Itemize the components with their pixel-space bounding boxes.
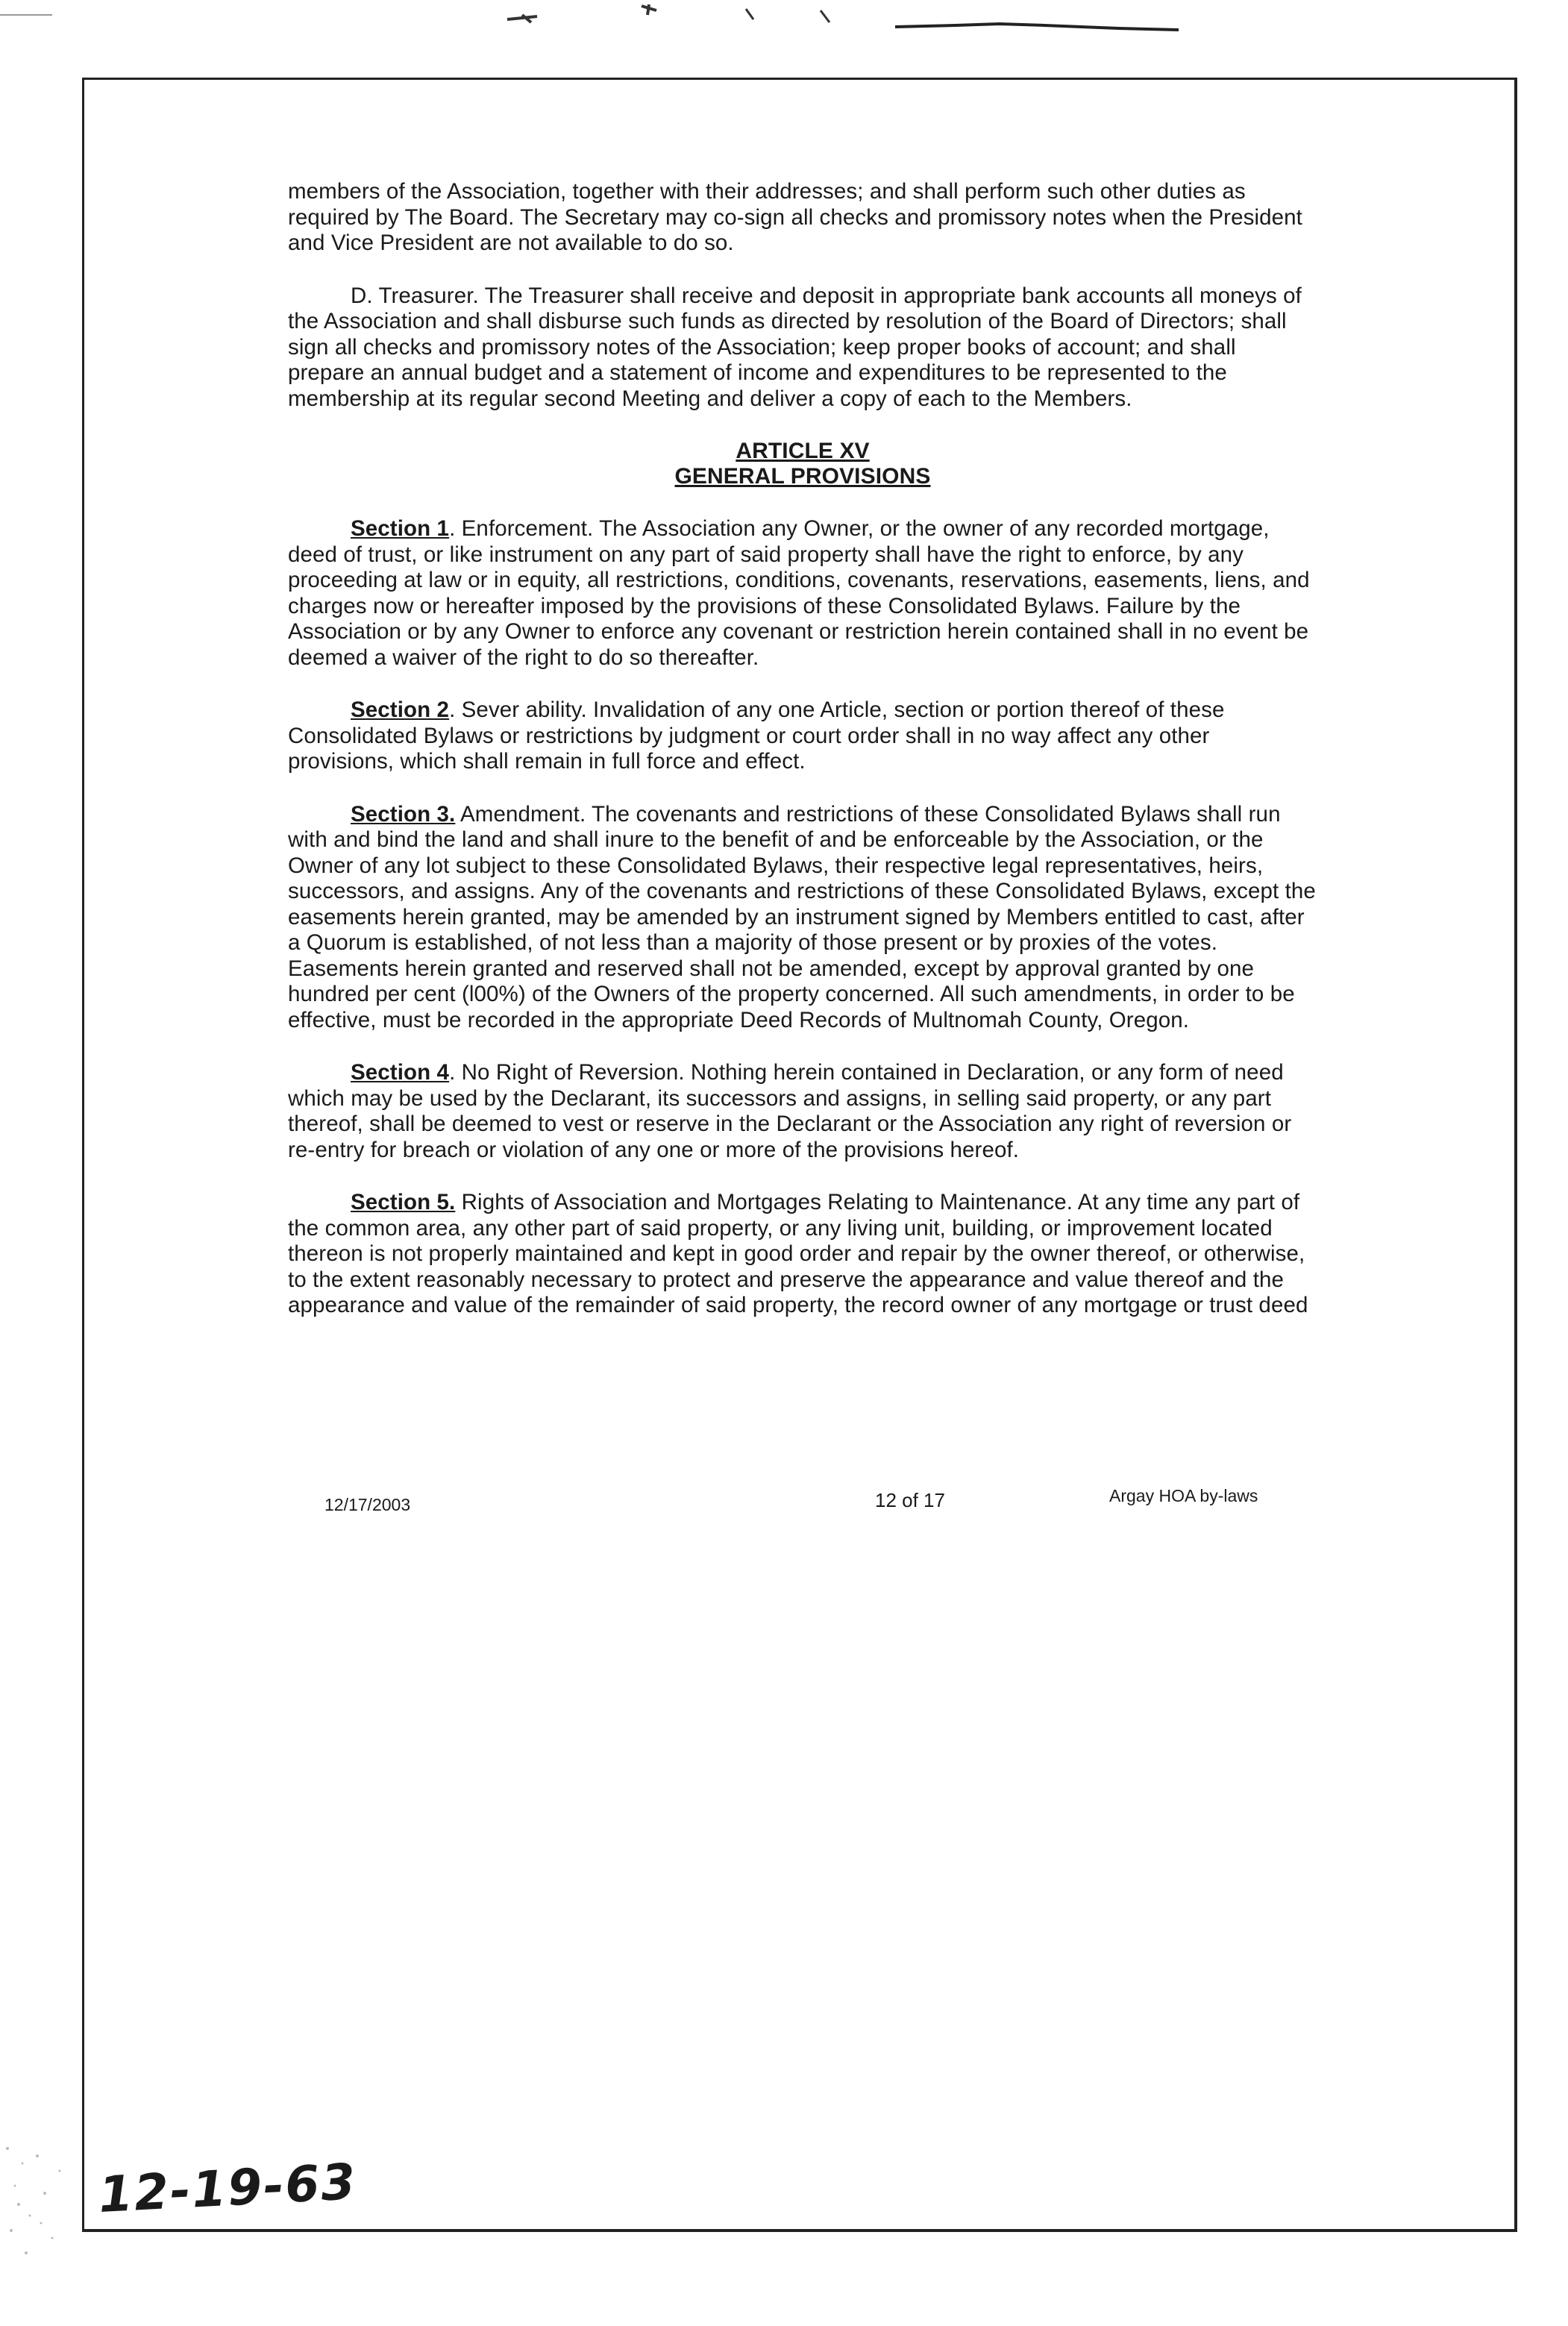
section-5	[288, 1190, 1317, 1319]
page-footer	[324, 1486, 1272, 1522]
section-4-text: No Right of Reversion. Nothing herein contained in Declaration, or any form of need which may be used by the Declarant, its successors and assigns, in selling said property, or any part thereof, shall be deemed to vest or reserve in the Declarant or the Association any right of reversion or re-entry for breach or violation of any one or more of the provisions hereof.	[288, 1060, 1292, 1162]
section-4	[288, 1060, 1317, 1163]
section-1-label: Section 1	[351, 516, 450, 541]
section-2-label: Section 2	[351, 698, 450, 722]
document-body	[288, 179, 1317, 1346]
article-number: ARTICLE XV	[736, 439, 870, 463]
scan-noise	[0, 2134, 67, 2268]
scan-artifact-top	[0, 0, 1568, 45]
section-1-text: Enforcement. The Association any Owner, or the owner of any recorded mortgage, deed of trust, or like instrument on any part of said property shall have the right to enforce, by any proceeding at law or in equity, all restrictions, conditions, covenants, reservations, easements, liens, and charges now or hereafter imposed by the provisions of these Consolidated Bylaws. Failure by the Association or by any Owner to enforce any covenant or restriction herein contained shall in no event be deemed a waiver of the right to do so thereafter.	[288, 516, 1310, 670]
footer-document-name: Argay HOA by-laws	[1109, 1486, 1258, 1505]
section-5-label: Section 5.	[351, 1190, 456, 1214]
article-title: GENERAL PROVISIONS	[674, 464, 931, 489]
footer-page-number: 12 of 17	[875, 1489, 945, 1511]
section-1	[288, 516, 1317, 671]
section-2-sep: .	[449, 698, 456, 722]
article-heading	[288, 439, 1317, 489]
section-3-text: Amendment. The covenants and restrictions of these Consolidated Bylaws shall run with and bind the land and shall inure to the benefit of and be enforceable by the Association, or the Owner of any lot subject to these Consolidated Bylaws, their respective legal representatives, heirs, successors, and assigns. Any of the covenants and restrictions of these Consolidated Bylaws, except the easements herein granted, may be amended by an instrument signed by Members entitled to cast, after a Quorum is established, of not less than a majority of those present or by proxies of the votes. Easements herein granted and reserved shall not be amended, except by approval granted by one hundred per cent (l00%) of the Owners of the property concerned. All such amendments, in order to be effective, must be recorded in the appropriate Deed Records of Multnomah County, Oregon.	[288, 801, 1316, 1032]
section-3	[288, 802, 1317, 1034]
section-1-sep: .	[449, 516, 456, 541]
section-5-text: Rights of Association and Mortgages Relating to Maintenance. At any time any part of the common area, any other part of said property, or any living unit, building, or improvement located thereon is not properly maintained and kept in good order and repair by the owner thereof, or otherwise, to the extent reasonably necessary to protect and preserve the appearance and value thereof and the appearance and value of the remainder of said property, the record owner of any mortgage or trust deed	[288, 1190, 1308, 1317]
section-2	[288, 698, 1317, 775]
section-4-sep: .	[449, 1060, 456, 1085]
paragraph-secretary-continued: members of the Association, together with their addresses; and shall perform such other duties as required by The Board. The Secretary may co-sign all checks and promissory notes when the President and Vice President are not available to do so.	[288, 179, 1302, 255]
section-4-label: Section 4	[351, 1060, 450, 1085]
handwritten-date-stamp: 12-19-63	[97, 2152, 359, 2225]
section-3-label: Section 3.	[351, 801, 456, 827]
paragraph-treasurer: D. Treasurer. The Treasurer shall receive and deposit in appropriate bank accounts all moneys of the Association and shall disburse such funds as directed by resolution of the Board of Directors; shall sign all checks and promissory notes of the Association; keep proper books of account; and shall prepare an annual budget and a statement of income and expenditures to be represented to the membership at its regular second Meeting and deliver a copy of each to the Members.	[288, 283, 1302, 411]
section-2-text: Sever ability. Invalidation of any one Article, section or portion thereof of these Consolidated Bylaws or restrictions by judgment or court order shall in no way affect any other provisions, which shall remain in full force and effect.	[288, 698, 1225, 774]
footer-date: 12/17/2003	[324, 1495, 411, 1514]
